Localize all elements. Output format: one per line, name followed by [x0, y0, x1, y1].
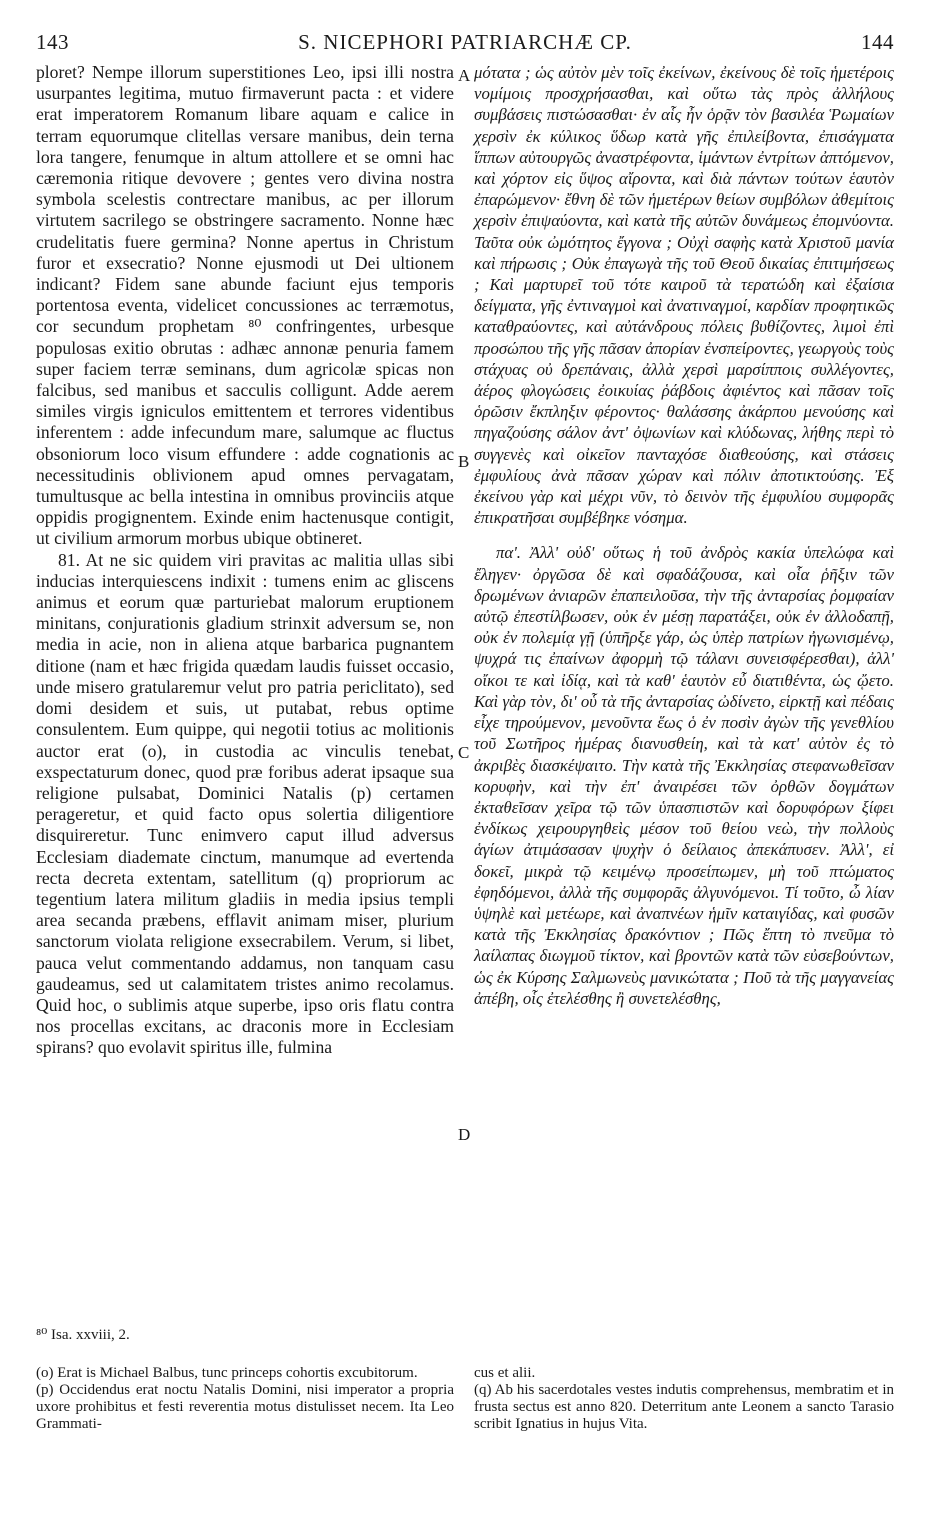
- greek-column: [474, 62, 894, 1009]
- note-p: (p) Occidendus erat noctu Natalis Domini, nisi imperator a propria uxore prohibitus et festi reverentia motus distulisset necem. Ita Leo Grammati-: [36, 1382, 454, 1432]
- section-marker-c: C: [458, 743, 470, 762]
- latin-column: [36, 62, 454, 1059]
- latin-paragraph-2: 81. At ne sic quidem viri pravitas ac malitia ullas sibi inducias interquiescens indixit : tumens enim ac gliscens animus et eorum quæ parturiebat malorum eruptionem minitans, conjurationis gladium strinxit adversum se, non media in acie, non in aliena atque barbarica pugnantem ditione (nam et hæc frigida quædam laudis fuisset occasio, unde misero gratularemur velut pro patria periclitato), sed domi desidem et suis, ut putabat, rebus optime consulentem. Eum quippe, qui negotii totius ac molitionis auctor erat (o), in custodia ac vinculis tenebat, exspectaturum donec, quod præ foribus aderat ipsaque sua religione pulsabat, Dominici Natalis (p) certamen perageretur, et quid facto opus solertia diligentiore disquireretur. Tunc enimvero caput illud adversus Ecclesiam diademate cinctum, manumque ad evertenda recta decreta extentam, satellitum (q) propriorum ac tegentium latera militum gladiis in media ipsius templi area secanda præbens, efflavit animam miser, plurium sanctorum violata religione exsecrabilem. Verum, si libet, pauca velut commentando addamus, non tanquam casu gaudeamus, sed ut calamitatem tristes animo recolamus. Quid hoc, o sublimis atque superbe, ipso oris flatu contra nos procellas excitans, ac draconis more in Ecclesiam spirans? quo evolavit spiritus ille, fulmina: [36, 549, 454, 1058]
- notes-left: [36, 1365, 454, 1433]
- note-q: (q) Ab his sacerdotales vestes indutis comprehensus, membratim et in frusta sectus est anno 820. Deterritum ante Leonem a sancto Tarasio scribit Ignatius in hujus Vita.: [474, 1382, 894, 1432]
- scripture-footnote: ⁸⁰ Isa. xxviii, 2.: [36, 1327, 130, 1343]
- section-marker-a: A: [458, 66, 471, 85]
- page-header: [36, 30, 894, 60]
- page-number-right: 144: [861, 30, 894, 54]
- greek-paragraph-1: μότατα ; ὡς αὐτὸν μὲν τοῖς ἐκείνων, ἐκείνους δὲ τοῖς ἡμετέροις νομίμοις προσχρήσασθαι, καὶ οὕτω τὰς πρὸς ἀλλήλους συμβάσεις πιστώσασθαι· ἐν αἷς ἦν ὁρᾷν τὸν βασιλέα Ῥωμαίων χερσὶν ἐκ κύλικος ὕδωρ κατὰ γῆς ἐπιλείβοντα, ἐπισάγματα ἵππων αὐτουργῶς ἀναστρέφοντα, ἱμάντων ἐντρίτων ἀπτόμενον, καὶ χόρτον εἰς ὕψος αἴροντα, καὶ διὰ πάντων τούτων ἑαυτὸν ἐπαρώμενον· ἔθνη δὲ τῶν ἡμετέρων θείων συμβόλων ἀθεμίτοις χερσὶν ἐπιψαύοντα, καὶ κατὰ τῆς αὐτῶν δυνάμεως ἐπομνύοντα. Ταῦτα οὐκ ὠμότητος ἔγγονα ; Οὐχὶ σαφὴς κατὰ Χριστοῦ μανία καὶ πήρωσις ; Οὐκ ἐπαγωγὰ τῆς τοῦ Θεοῦ δικαίας ἐπιτιμήσεως ; Καὶ μαρτυρεῖ τοῦ τότε καιροῦ τὰ τερατώδη καὶ ἐξαίσια δείγματα, γῆς ἐντιναγμοὶ καὶ ἀνατιναγμοί, καρδίαν προφητικῶς καταθραύοντες, καὶ αὐτάνδρους πόλεις βυθίζοντες, λιμοὶ ἐπὶ προσώπου τῆς γῆς πᾶσαν ἀπορίαν ἐνσπείροντες, γεωργοὺς τοὺς στάχυας οὐ δρεπάναις, ἀλλὰ χερσὶ μαρσίπποις συλλέγοντες, ἀέρος φλογώσεις ἐοικυίας ῥάβδοις ἀφιέντος καὶ πᾶσαν τοῖς ὁρῶσιν ἔκπληξιν φέροντος· θαλάσσης ἀκάρπου μενούσης καὶ πηγαζούσης σάλον ἀντ' ὀψωνίων καὶ κλύδωνας, λήθης περὶ τὸ συγγενὲς καὶ οἰκεῖον πανταχόσε διαθεούσης, καὶ στάσεις ἐμφυλίους ἀνὰ πᾶσαν χώραν καὶ πόλιν ἀποτικτούσης. Ἐξ ἐκείνου γὰρ καὶ μέχρι νῦν, τὸ δεινὸν τῆς ἐμφυλίου συμφορᾶς ἐπικρατῆσαι συμβέβηκε νόσημα.: [474, 63, 894, 528]
- latin-paragraph-1: ploret? Nempe illorum superstitiones Leo, ipsi illi nostra usurpantes legitima, mutuo firmaverunt pacta : et videre erat imperatorem Romanum libare aquam e calice in terram equorumque clitellas versare manibus, dein terna lora tangere, fenumque in altum attollere et se omni hac cæremonia ritique devovere ; gentes vero divina nostra symbola scelestis contrectare manibus, ac per illorum virtutem sacrilego se obstringere sacramento. Nonne hæc crudelitatis fuere germina? Nonne apertus in Christum furor et exsecratio? Nonne ejusmodi ut Dei ultionem indicant? Fidem sane abunde faciunt ejus temporis portentosa eventa, videlicet concussiones ac terræmotus, cor secundum prophetam ⁸⁰ confringentes, urbesque populosas exitio obrutas : adhæc annonæ penuria famem super faciem terræ seminans, dum agricolæ spicas non falcibus, sed manibus et sacculis colligunt. Adde aerem similes virgis igniculos emittentem et terrores videntibus inferentem : adde infecundum mare, salumque ac fluctus obsoniorum loco visum effundere : adde cognationis ac necessitudinis oblivionem apud omnes pervagatam, tumultusque ac bella intestina in omnibus provinciis atque oppidis progignentem. Exinde enim hactenusque contigit, ut civilium armorum morbus ubique obtineret.: [36, 62, 454, 549]
- running-title: S. NICEPHORI PATRIARCHÆ CP.: [298, 30, 632, 54]
- greek-paragraph-2: πα'. Ἀλλ' οὐδ' οὕτως ἡ τοῦ ἀνδρὸς κακία ὑπελώφα καὶ ἔληγεν· ὀργῶσα δὲ καὶ σφαδάζουσα, καὶ οἷα ῥῆξιν τῶν δρωμένων ἀνιαρῶν ἐπαπειλοῦσα, τὴν τῆς ἀνταρσίας ῥομφαίαν αὐτῷ ἐπεστίλβωσεν, οὐκ ἐν μέσῃ παρατάξει, οὐκ ἐν ἀλλοδαπῇ, οὐκ ἐν πολεμίᾳ γῇ (ὑπῆρξε γάρ, ὡς ὑπὲρ πατρίων ἠγωνισμένῳ, ψυχρά τις ἐπαίνων ἀφορμὴ τῷ τάλανι συνεισφέρεσθαι), ἀλλ' οἴκοι τε καὶ ἰδίᾳ, καὶ τὰ καθ' ἑαυτὸν εὖ διατιθέντα, ὡς ᾤετο. Καὶ γὰρ τὸν, δι' οὗ τὰ τῆς ἀνταρσίας ὠδίνετο, εἱρκτῇ καὶ πέδαις εἶχε τηρούμενον, μενοῦντα ἕως ὁ ἐν ποσὶν ἀγὼν τῆς γενεθλίου τοῦ Σωτῆρος ἡμέρας διανυσθείη, καὶ τὰ κατ' αὐτὸν ἐς τὸ ἀκριβὲς διασκέψαιτο. Τὴν κατὰ τῆς Ἐκκλησίας στεφανωθεῖσαν κορυφὴν, καὶ τὴν ἐπ' ἀναιρέσει τῶν ὀρθῶν δογμάτων ἐκταθεῖσαν χεῖρα τῷ τῶν ὑπασπιστῶν καὶ δορυφόρων ξίφει ἐνδίκως χειρουργηθεὶς μέσον τοῦ θείου νεὼ, τὴν πολλοὺς ἁγίων ἀτιμάσασαν ψυχὴν ὁ δείλαιος ἀπεκάπυσεν. Ἀλλ', εἰ δοκεῖ, μικρὰ τῷ κειμένῳ προσείπωμεν, μὴ τοῦ πτώματος ἐφηδόμενοι, ἀλλὰ τῆς συμφορᾶς ἀλγυνόμενοι. Τί τοῦτο, ὦ λίαν ὑψηλὲ καὶ μετέωρε, καὶ ἀναπνέων ἡμῖν καταιγίδας, καὶ φυσῶν κατὰ τῆς Ἐκκλησίας δρακόντιον ; Πῶς ἔπτη τὸ πνεῦμα τὸ λαίλαπας διωγμοῦ τίκτον, καὶ βροντῶν κατὰ τῶν εὐσεβούντων, ὡς ἐκ Κύρσης Σαλμωνεὺς μανικώτατα ; Ποῦ τὰ τῆς μαγγανείας ἀπέβη, οἷς ἐτελέσθης ἢ συνετελέσθης,: [474, 543, 894, 1008]
- section-marker-d: D: [458, 1125, 471, 1144]
- section-marker-b: B: [458, 452, 470, 471]
- page-number-left: 143: [36, 30, 69, 54]
- note-o: (o) Erat is Michael Balbus, tunc princeps cohortis excubitorum.: [36, 1365, 418, 1381]
- notes-right: [474, 1365, 894, 1433]
- note-p-continued: cus et alii.: [474, 1365, 536, 1381]
